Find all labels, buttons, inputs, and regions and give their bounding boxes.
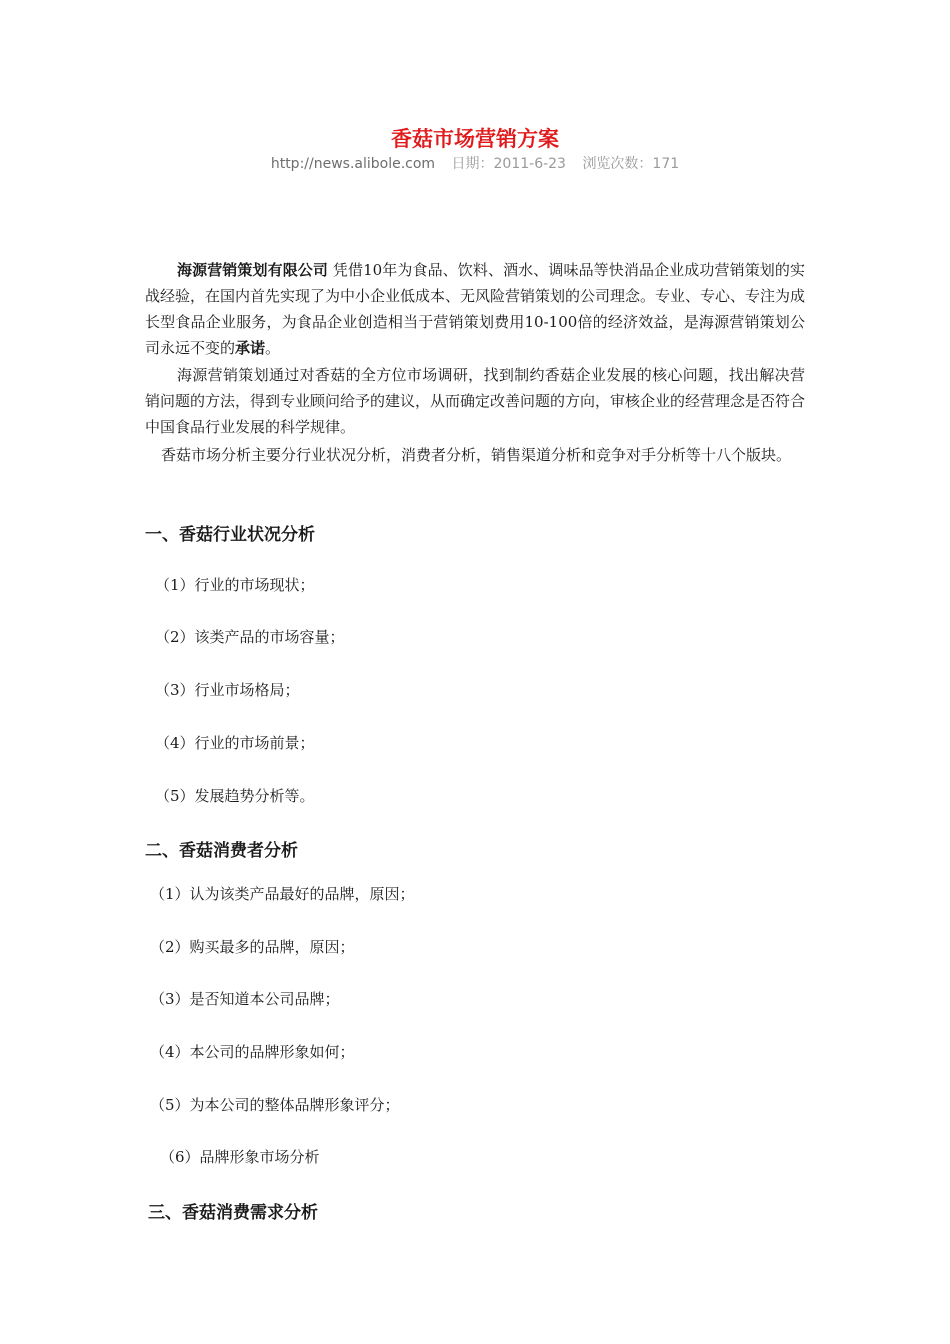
promise-text: 承诺 xyxy=(235,339,266,357)
view-count: 浏览次数：171 xyxy=(582,156,680,172)
list-item: （4）行业的市场前景； xyxy=(155,734,315,752)
list-item: （2）该类产品的市场容量； xyxy=(155,628,345,646)
company-name: 海源营销策划有限公司 xyxy=(177,261,329,279)
intro-paragraph-1-text: 凭借10年为食品、饮料、酒水、调味品等快消品企业成功营销策划的实战经验，在国内首先实现了为中小企业低成本、无风险营销策划的公司理念。专业、专心、专注为成长型食品企业服务，为食品企业创造相当于营销策划费用10-100倍的经济效益，是海源营销策划公司永远不变的 xyxy=(145,261,806,357)
list-item: （6）品牌形象市场分析 xyxy=(160,1148,320,1166)
source-url[interactable]: http://news.alibole.com xyxy=(270,156,436,172)
intro-paragraph-3: 香菇市场分析主要分行业状况分析，消费者分析，销售渠道分析和竞争对手分析等十八个版块。 xyxy=(161,446,792,464)
list-item: （5）发展趋势分析等。 xyxy=(155,787,315,805)
article-meta xyxy=(0,153,950,173)
intro-paragraph-1-end: 。 xyxy=(265,339,281,357)
section-heading-2: 二、香菇消费者分析 xyxy=(145,841,298,861)
list-item: （1）行业的市场现状； xyxy=(155,576,315,594)
list-item: （5）为本公司的整体品牌形象评分； xyxy=(150,1096,400,1114)
list-item: （2）购买最多的品牌，原因； xyxy=(150,938,355,956)
list-item: （3）行业市场格局； xyxy=(155,681,300,699)
document-title: 香菇市场营销方案 xyxy=(391,127,559,151)
publish-date: 日期：2011-6-23 xyxy=(451,156,566,172)
intro-paragraph-1 xyxy=(145,257,805,361)
section-heading-3: 三、香菇消费需求分析 xyxy=(148,1203,318,1223)
list-item: （1）认为该类产品最好的品牌，原因； xyxy=(150,885,415,903)
list-item: （4）本公司的品牌形象如何； xyxy=(150,1043,355,1061)
section-heading-1: 一、香菇行业状况分析 xyxy=(145,525,315,545)
intro-paragraph-2: 海源营销策划通过对香菇的全方位市场调研，找到制约香菇企业发展的核心问题，找出解决营销问题的方法，得到专业顾问给予的建议，从而确定改善问题的方向，审核企业的经营理念是否符合中国食品行业发展的科学规律。 xyxy=(145,366,806,436)
list-item: （3）是否知道本公司品牌； xyxy=(150,990,340,1008)
